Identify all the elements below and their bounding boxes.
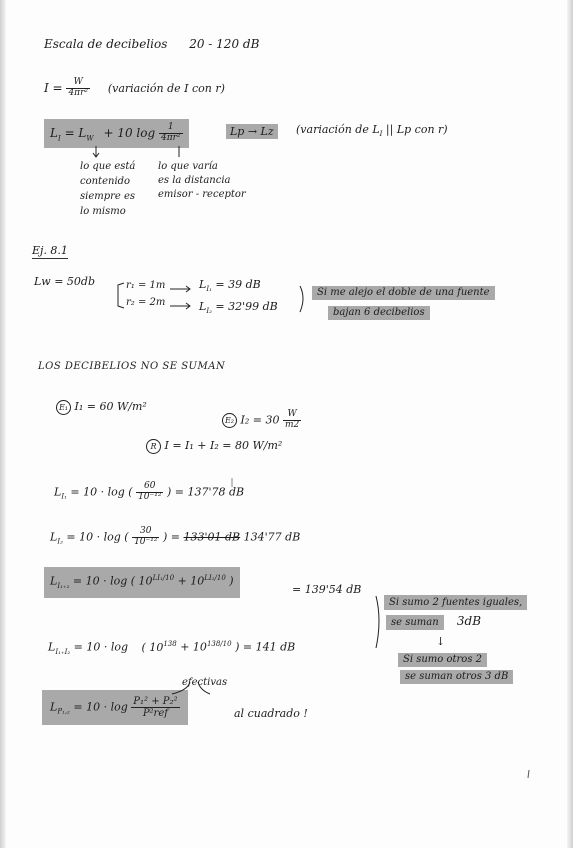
li12b-body: = 10 · log bbox=[73, 640, 129, 654]
lp-note: al cuadrado ! bbox=[234, 707, 308, 720]
li12b-exp2: 138/10 bbox=[206, 640, 232, 648]
no-suman-heading: LOS DECIBELIOS NO SE SUMAN bbox=[38, 361, 226, 372]
li12b-lhs: L bbox=[48, 640, 56, 654]
l1-symbol: L bbox=[199, 278, 207, 291]
eq1-note: (variación de I con r) bbox=[107, 81, 225, 95]
li2-close: ) = bbox=[162, 530, 180, 544]
eq1-lhs: I = bbox=[44, 80, 63, 95]
li1-num: 60 bbox=[136, 482, 163, 493]
li12-plus: + 10 bbox=[177, 574, 205, 588]
li1-den: 10⁻¹² bbox=[138, 491, 162, 502]
lp-num: P₁² + P₂² bbox=[133, 696, 178, 707]
title-range: 20 - 120 dB bbox=[189, 37, 260, 51]
li12-exp2: LI₂/10 bbox=[204, 574, 226, 582]
li2-body: = 10 · log ( bbox=[66, 530, 129, 544]
l2-sub: I₂ bbox=[206, 307, 212, 316]
sum-note-2-text: se suman bbox=[386, 615, 444, 630]
efectivas-label: efectivas bbox=[182, 677, 228, 688]
eq2-note-sub: I bbox=[379, 130, 383, 139]
li12-body: = 10 · log ( 10 bbox=[72, 574, 153, 588]
eq2-den: 4πr² bbox=[160, 132, 181, 143]
li2-struck: 133'01 dB bbox=[183, 530, 241, 544]
annot-right-line: es la distancia bbox=[158, 175, 231, 186]
e1-text: I₁ = 60 W/m² bbox=[74, 400, 147, 413]
lp-lhs: L bbox=[50, 700, 58, 714]
e2-unit-num: W bbox=[283, 410, 301, 421]
eq2-num: 1 bbox=[159, 123, 183, 134]
r1-value: r₁ = 1m bbox=[126, 280, 166, 291]
e1-mark: E₁ bbox=[56, 400, 71, 415]
sum-more-1: Si sumo otros 2 bbox=[398, 653, 487, 667]
annot-right-line: lo que varía bbox=[158, 161, 218, 172]
bracket-left bbox=[118, 283, 124, 308]
lw-value: Lw = 50db bbox=[34, 275, 96, 288]
eq2-note-text: (variación de L bbox=[296, 123, 380, 136]
l1-sub: I₁ bbox=[206, 285, 212, 294]
li12-exp1: LI₁/10 bbox=[152, 574, 175, 582]
annot-left-line: lo que está bbox=[80, 161, 136, 172]
li12b-close: ) = 141 dB bbox=[235, 640, 296, 654]
eq1-den: 4πr² bbox=[68, 87, 88, 98]
eq1-num: W bbox=[66, 78, 90, 89]
title-text: Escala de decibelios bbox=[44, 37, 168, 51]
distance-note-1: Si me alejo el doble de una fuente bbox=[312, 286, 495, 300]
li2-num: 30 bbox=[132, 527, 159, 538]
li1-lhs-sub: I₁ bbox=[61, 492, 67, 501]
brace-sum bbox=[376, 596, 379, 648]
eq2-mid: + 10 log bbox=[103, 125, 156, 140]
lp-den: P²ref bbox=[142, 708, 168, 719]
li2-lhs: L bbox=[50, 530, 58, 544]
annot-left-line: siempre es bbox=[80, 191, 136, 202]
down-arrow-icon: ↓ bbox=[436, 635, 446, 648]
annot-left-line: lo mismo bbox=[80, 206, 126, 217]
l2-symbol: L bbox=[199, 300, 207, 313]
li12b-lhs-sub: I₁₊I₂ bbox=[55, 647, 71, 656]
stray-mark bbox=[528, 770, 529, 778]
e2-mark: E₂ bbox=[222, 413, 237, 428]
lp-lhs-sub: P₁,₂ bbox=[57, 707, 70, 716]
efectivas-arrow-right bbox=[198, 682, 210, 694]
li12b-exp1: 138 bbox=[163, 640, 177, 648]
li12-result: = 139'54 dB bbox=[292, 583, 362, 596]
sum-more-2: se suman otros 3 dB bbox=[400, 670, 513, 684]
eq2-lhs: L bbox=[50, 125, 58, 140]
eq2-sub1: I bbox=[57, 134, 61, 143]
li1-tail: ) = 137'78 dB bbox=[166, 485, 245, 499]
eq2-subw: W bbox=[86, 134, 94, 143]
brace-ej1 bbox=[300, 286, 303, 312]
sum-note-3db: 3dB bbox=[456, 614, 482, 628]
eq2-note-tail: || Lp con r) bbox=[385, 123, 448, 136]
example-label: Ej. 8.1 bbox=[32, 244, 68, 257]
r2-value: r₂ = 2m bbox=[126, 297, 166, 308]
li1-body: = 10 · log ( bbox=[70, 485, 133, 499]
e2-text: I₂ = 30 bbox=[240, 413, 280, 427]
li12-lhs-sub: I₁₊₂ bbox=[57, 581, 70, 590]
e2-unit-den: m2 bbox=[284, 419, 300, 430]
efectivas-arrow-left bbox=[172, 682, 190, 694]
li12-close: ) bbox=[229, 574, 234, 588]
sum-note-1-text: Si sumo 2 fuentes iguales, bbox=[384, 595, 527, 610]
li2-den: 10⁻¹² bbox=[134, 536, 158, 547]
li1-lhs: L bbox=[54, 485, 62, 499]
l1-val: = 39 dB bbox=[215, 278, 261, 291]
distance-note-2: bajan 6 decibelios bbox=[328, 306, 430, 320]
li12b-plus: + 10 bbox=[180, 640, 207, 654]
lp-arrow-text: Lp → Lz bbox=[230, 125, 274, 138]
li12b-open: ( 10 bbox=[141, 640, 164, 654]
li12-lhs: L bbox=[50, 574, 58, 588]
lp-body: = 10 · log bbox=[73, 700, 128, 714]
annot-right-line: emisor - receptor bbox=[158, 189, 246, 200]
annot-left-line: contenido bbox=[80, 176, 131, 187]
l2-val: = 32'99 dB bbox=[215, 300, 278, 313]
r-text: I = I₁ + I₂ = 80 W/m² bbox=[164, 439, 283, 452]
li2-lhs-sub: I₂ bbox=[57, 537, 63, 546]
r-mark: R bbox=[146, 439, 161, 454]
eq2-eq: = L bbox=[64, 125, 87, 140]
li2-tail: 134'77 dB bbox=[243, 530, 301, 544]
